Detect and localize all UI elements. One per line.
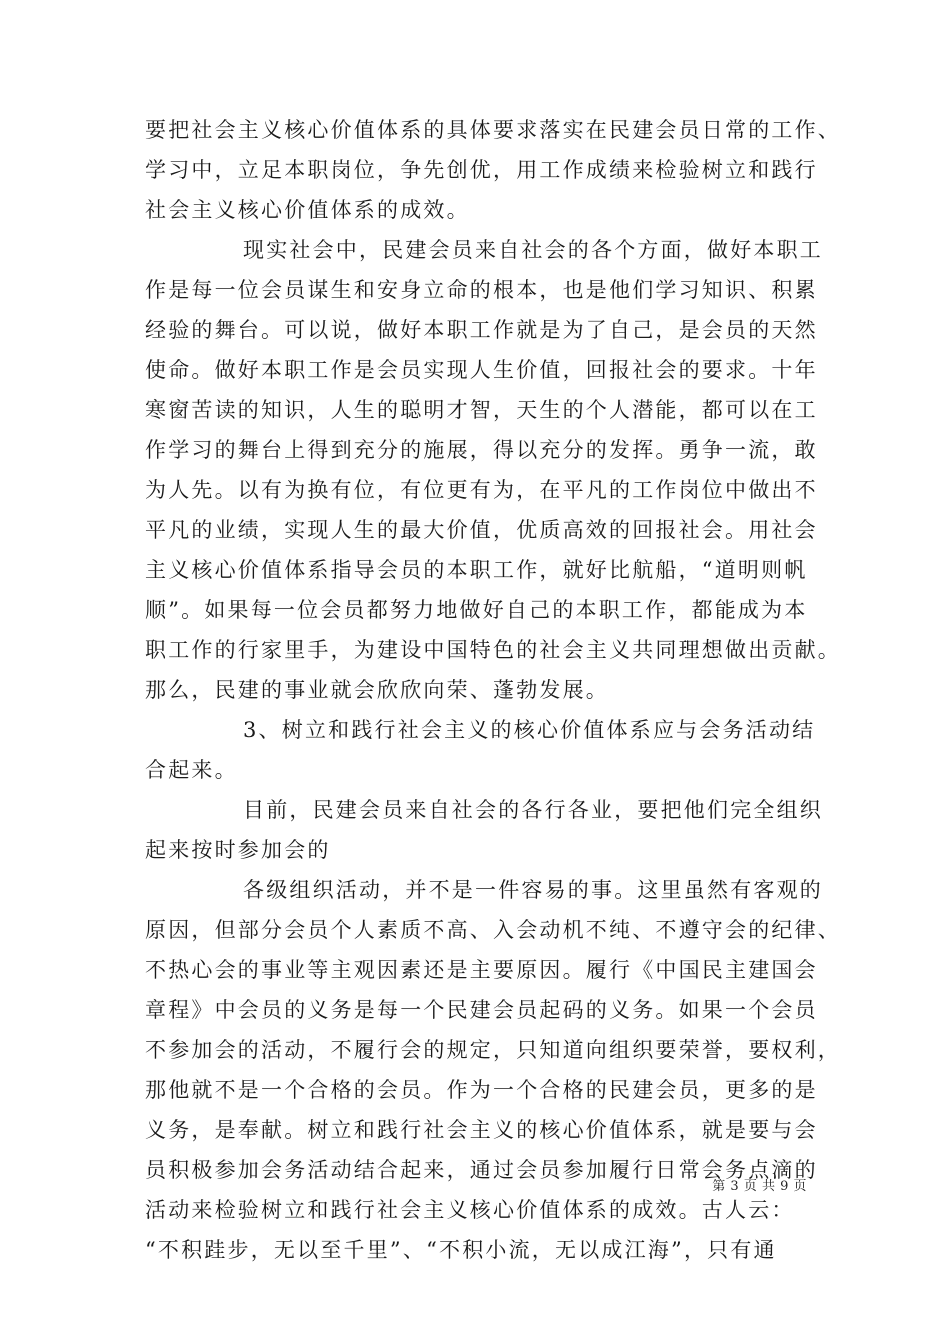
text-line: 平凡的业绩，实现人生的最大价值，优质高效的回报社会。用社会	[145, 518, 818, 542]
text-line: 合起来。	[145, 758, 238, 782]
text-line: 不参加会的活动，不履行会的规定，只知道向组织要荣誉，要权利，	[145, 1038, 841, 1062]
section-heading-line: 3、树立和践行社会主义的核心价值体系应与会务活动结	[243, 718, 816, 742]
text-line: 起来按时参加会的	[145, 838, 331, 862]
text-line: “不积跬步，无以至千里”、“不积小流，无以成江海”，只有通	[145, 1238, 777, 1262]
text-line: 原因，但部分会员个人素质不高、入会动机不纯、不遵守会的纪律、	[145, 918, 841, 942]
text-line: 作是每一位会员谋生和安身立命的根本，也是他们学习知识、积累	[145, 278, 818, 302]
text-line: 活动来检验树立和践行社会主义核心价值体系的成效。古人云：	[145, 1198, 795, 1222]
text-line: 要把社会主义核心价值体系的具体要求落实在民建会员日常的工作、	[145, 118, 841, 142]
text-line: 经验的舞台。可以说，做好本职工作就是为了自己，是会员的天然	[145, 318, 818, 342]
text-line: 主义核心价值体系指导会员的本职工作，就好比航船，“道明则帆	[145, 558, 808, 582]
text-line: 那他就不是一个合格的会员。作为一个合格的民建会员，更多的是	[145, 1078, 818, 1102]
page-number: 第 3 页 共 9 页	[712, 1179, 807, 1194]
text-line: 职工作的行家里手，为建设中国特色的社会主义共同理想做出贡献。	[145, 638, 841, 662]
paragraph-start-line: 目前，民建会员来自社会的各行各业，要把他们完全组织	[243, 798, 823, 822]
paragraph-start-line: 现实社会中，民建会员来自社会的各个方面，做好本职工	[243, 238, 823, 262]
text-line: 章程》中会员的义务是每一个民建会员起码的义务。如果一个会员	[145, 998, 818, 1022]
text-line: 使命。做好本职工作是会员实现人生价值，回报社会的要求。十年	[145, 358, 818, 382]
text-line: 为人先。以有为换有位，有位更有为，在平凡的工作岗位中做出不	[145, 478, 818, 502]
text-line: 顺”。如果每一位会员都努力地做好自己的本职工作，都能成为本	[145, 598, 808, 622]
text-line: 社会主义核心价值体系的成效。	[145, 198, 470, 222]
document-body	[145, 110, 841, 1270]
text-line: 寒窗苦读的知识，人生的聪明才智，天生的个人潜能，都可以在工	[145, 398, 818, 422]
text-line: 员积极参加会务活动结合起来，通过会员参加履行日常会务点滴的	[145, 1158, 818, 1182]
text-line: 学习中，立足本职岗位，争先创优，用工作成绩来检验树立和践行	[145, 158, 818, 182]
text-line: 义务，是奉献。树立和践行社会主义的核心价值体系，就是要与会	[145, 1118, 818, 1142]
text-line: 不热心会的事业等主观因素还是主要原因。履行《中国民主建国会	[145, 958, 818, 982]
paragraph-start-line: 各级组织活动，并不是一件容易的事。这里虽然有客观的	[243, 878, 823, 902]
page-footer	[0, 1177, 950, 1197]
text-line: 作学习的舞台上得到充分的施展，得以充分的发挥。勇争一流，敢	[145, 438, 818, 462]
text-line: 那么，民建的事业就会欣欣向荣、蓬勃发展。	[145, 678, 609, 702]
